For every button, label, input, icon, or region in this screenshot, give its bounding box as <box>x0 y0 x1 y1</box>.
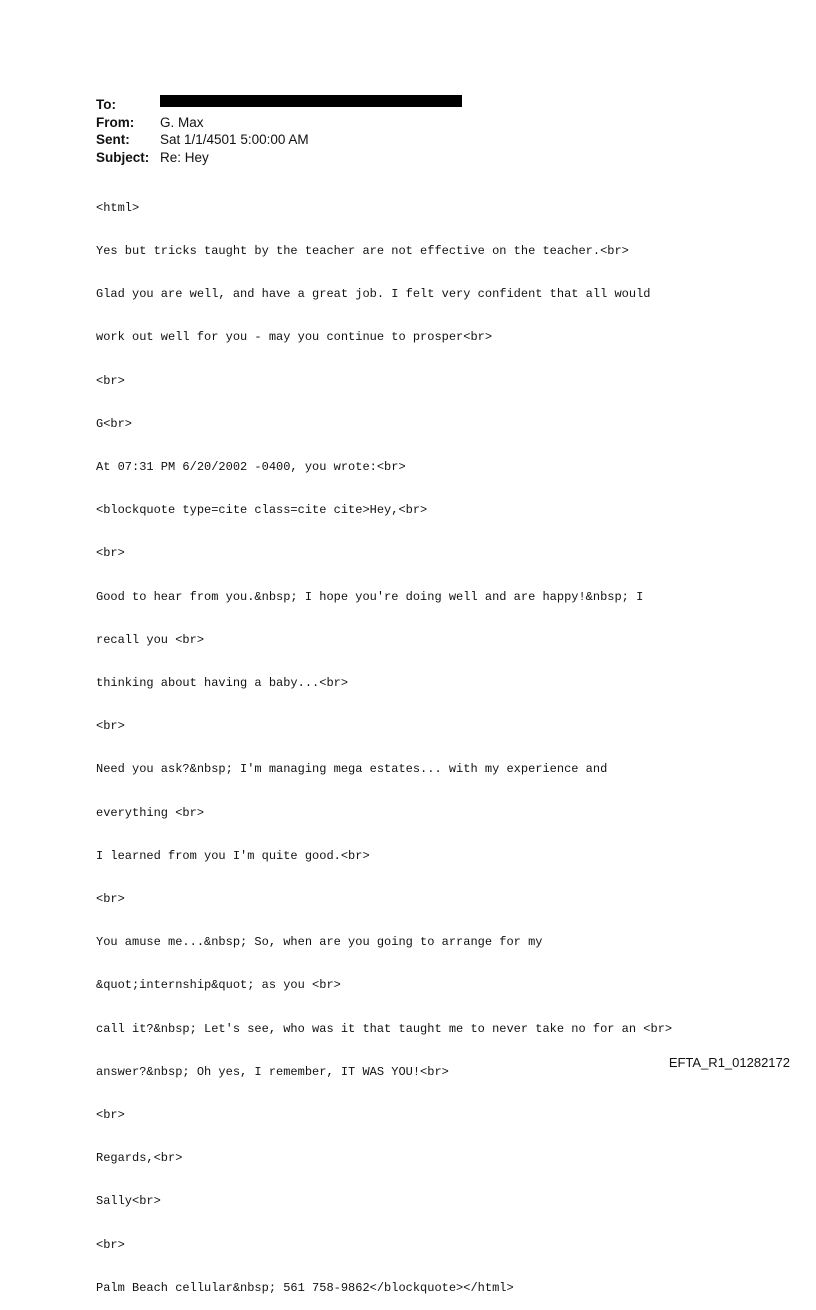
redaction-bar <box>160 95 462 107</box>
body-line: <blockquote type=cite class=cite cite>Hey,<br> <box>96 503 428 518</box>
body-line: answer?&nbsp; Oh yes, I remember, IT WAS YOU!<br> <box>96 1064 449 1079</box>
body-line: Glad you are well, and have a great job. I felt very confident that all would <box>96 287 651 302</box>
from-row <box>96 114 462 132</box>
body-line: work out well for you - may you continue to prosper<br> <box>96 330 493 345</box>
body-line: Good to hear from you.&nbsp; I hope you're doing well and are happy!&nbsp; I <box>96 589 644 604</box>
body-line: <br> <box>96 546 125 561</box>
subject-label: Subject: <box>96 149 150 165</box>
email-header <box>96 96 462 166</box>
from-value: G. Max <box>160 114 204 130</box>
body-line: recall you <br> <box>96 632 205 647</box>
body-line: call it?&nbsp; Let's see, who was it that taught me to never take no for an <br> <box>96 1021 673 1036</box>
body-line: <br> <box>96 1237 125 1252</box>
body-line: thinking about having a baby...<br> <box>96 676 349 691</box>
body-line: G<br> <box>96 416 133 431</box>
body-line: You amuse me...&nbsp; So, when are you going to arrange for my <box>96 935 543 950</box>
body-line: &quot;internship&quot; as you <br> <box>96 978 341 993</box>
body-line: <br> <box>96 719 125 734</box>
from-label: From: <box>96 114 135 130</box>
subject-row <box>96 149 462 167</box>
body-line: Palm Beach cellular&nbsp; 561 758-9862</blockquote></html> <box>96 1280 514 1295</box>
to-row <box>96 96 462 114</box>
body-line: I learned from you I'm quite good.<br> <box>96 848 370 863</box>
body-line: Sally<br> <box>96 1194 161 1209</box>
document-id: EFTA_R1_01282172 <box>668 1055 790 1070</box>
body-line: Need you ask?&nbsp; I'm managing mega estates... with my experience and <box>96 762 608 777</box>
body-line: <br> <box>96 373 125 388</box>
to-label: To: <box>96 97 116 113</box>
email-body <box>96 172 672 1310</box>
sent-row <box>96 131 462 149</box>
sent-value: Sat 1/1/4501 5:00:00 AM <box>160 132 309 148</box>
body-line: <br> <box>96 892 125 907</box>
subject-value: Re: Hey <box>160 149 209 165</box>
body-line: Regards,<br> <box>96 1151 183 1166</box>
body-line: At 07:31 PM 6/20/2002 -0400, you wrote:<br> <box>96 460 406 475</box>
body-line: <html> <box>96 200 140 215</box>
sent-label: Sent: <box>96 132 130 148</box>
body-line: <br> <box>96 1108 125 1123</box>
body-line: Yes but tricks taught by the teacher are not effective on the teacher.<br> <box>96 244 629 259</box>
body-line: everything <br> <box>96 805 205 820</box>
